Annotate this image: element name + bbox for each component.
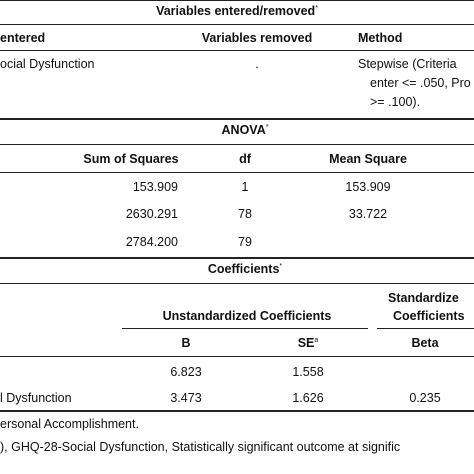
variables-title-rule (0, 24, 474, 25)
coef-b-cell: 3.473 (170, 391, 202, 405)
variables-header-rule (0, 50, 474, 51)
variables-row-entered: ocial Dysfunction (0, 57, 95, 71)
anova-ss-cell: 153.909 (132, 180, 178, 194)
anova-ms-cell: 33.722 (348, 207, 388, 221)
coef-b-cell: 6.823 (170, 365, 202, 379)
anova-table-title: ANOVA* (221, 123, 269, 137)
coef-row-label: l Dysfunction (0, 391, 72, 405)
col-header-removed: Variables removed (201, 31, 313, 45)
anova-col-df: df (239, 152, 251, 166)
anova-df-cell: 78 (238, 207, 252, 221)
coef-col-unstandardized: Unstandardized Coefficients (162, 309, 332, 323)
anova-top-rule (0, 118, 474, 120)
coef-se-cell: 1.626 (292, 391, 324, 405)
coefficients-title-rule (0, 283, 474, 284)
top-rule (0, 0, 474, 1)
anova-ms-cell: 153.909 (345, 180, 391, 194)
anova-col-mean-square: Mean Square (329, 152, 407, 166)
coef-beta-cell: 0.235 (409, 391, 441, 405)
coef-col-standardized-line-2: Coefficients (393, 309, 465, 323)
variables-row-removed: . (255, 57, 259, 71)
anova-df-cell: 1 (241, 180, 249, 194)
coef-col-beta: Beta (411, 336, 439, 350)
coefficients-top-rule (0, 257, 474, 259)
coef-header-rule (0, 356, 474, 357)
anova-title-rule (0, 144, 474, 145)
coef-unstd-span-rule (122, 328, 368, 329)
col-header-method: Method (358, 31, 403, 45)
coef-std-span-rule (377, 328, 474, 329)
anova-ss-cell: 2784.200 (125, 235, 178, 249)
anova-df-cell: 79 (238, 235, 252, 249)
variables-table-title: Variables entered/removed* (156, 4, 318, 18)
coef-se-cell: 1.558 (292, 365, 324, 379)
footnote-line-1: ersonal Accomplishment. (0, 417, 139, 431)
anova-col-sum-of-squares: Sum of Squares (83, 152, 179, 166)
col-header-entered: entered (0, 31, 46, 45)
anova-header-rule (0, 172, 474, 173)
variables-method-line-2: enter <= .050, Pro (370, 76, 471, 90)
footnote-line-2: ), GHQ-28-Social Dysfunction, Statistically significant outcome at signific (0, 440, 401, 454)
variables-method-line-3: >= .100). (370, 95, 421, 109)
anova-ss-cell: 2630.291 (125, 207, 178, 221)
coefficients-bottom-rule (0, 410, 474, 412)
coef-col-standardized-line-1: Standardize (388, 291, 459, 305)
coef-col-b: B (181, 336, 191, 350)
coefficients-table-title: Coefficients* (207, 262, 283, 276)
variables-method-line-1: Stepwise (Criteria (358, 57, 457, 71)
coef-col-se: $SE^a$ (297, 336, 319, 350)
